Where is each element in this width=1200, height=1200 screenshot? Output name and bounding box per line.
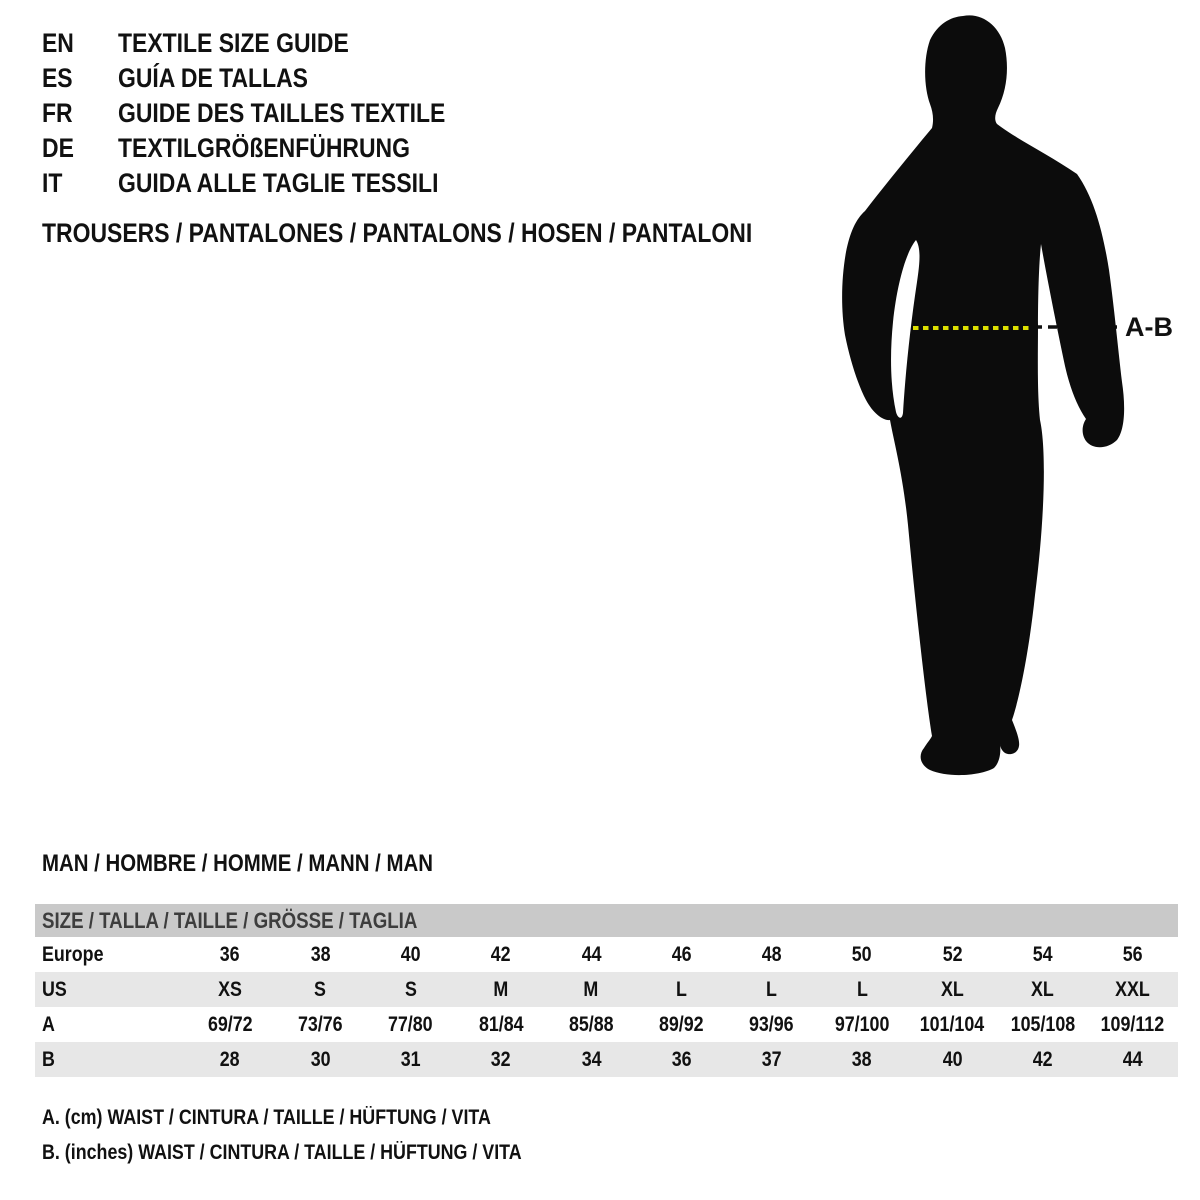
size-cell xyxy=(817,943,907,967)
size-cell-text: 105/108 xyxy=(1010,1012,1075,1036)
size-table-row-b xyxy=(35,1042,1178,1077)
size-cell xyxy=(456,1048,546,1072)
size-cell xyxy=(546,978,636,1002)
size-cell-text: 40 xyxy=(400,942,421,966)
size-cell xyxy=(727,1048,817,1072)
size-cell xyxy=(1088,1013,1178,1037)
size-cell-text: 69/72 xyxy=(207,1012,253,1036)
size-cell-text: 50 xyxy=(852,942,872,966)
size-cell xyxy=(275,943,365,967)
lang-code: DE xyxy=(42,133,74,163)
lang-code: ES xyxy=(42,63,73,93)
size-cell-text: 30 xyxy=(310,1047,331,1071)
size-cell xyxy=(185,1013,275,1037)
size-cell-text: 42 xyxy=(491,942,511,966)
size-cell xyxy=(1088,978,1178,1002)
size-cell-text: 37 xyxy=(761,1047,782,1071)
size-cell xyxy=(997,943,1087,967)
size-cell xyxy=(907,943,997,967)
size-cell-text: XS xyxy=(218,977,243,1001)
size-table-row-europe xyxy=(35,937,1178,972)
lang-code: EN xyxy=(42,28,74,58)
size-cell xyxy=(997,1048,1087,1072)
row-label xyxy=(35,1013,185,1037)
size-cell xyxy=(275,978,365,1002)
size-cell xyxy=(997,978,1087,1002)
size-cell-text: 54 xyxy=(1032,942,1053,966)
size-cell-text: 101/104 xyxy=(920,1012,985,1036)
size-cell-text: 81/84 xyxy=(478,1012,524,1036)
size-cell xyxy=(636,943,726,967)
size-cell-text: 77/80 xyxy=(388,1012,434,1036)
size-cell xyxy=(727,943,817,967)
category-heading-text: TROUSERS / PANTALONES / PANTALONS / HOSEN / PANTALONI xyxy=(42,218,753,248)
size-table-header-text: SIZE / TALLA / TAILLE / GRÖSSE / TAGLIA xyxy=(42,907,418,933)
size-cell xyxy=(185,1048,275,1072)
size-cell xyxy=(275,1013,365,1037)
size-cell-text: 97/100 xyxy=(834,1012,890,1036)
lang-row-de xyxy=(42,131,503,166)
row-label-text: B xyxy=(42,1047,55,1071)
size-cell-text: XL xyxy=(1031,977,1054,1001)
size-cell-text: 36 xyxy=(671,1047,692,1071)
size-cell xyxy=(185,943,275,967)
row-label xyxy=(35,1048,185,1072)
size-cell xyxy=(366,943,456,967)
measurement-label: A-B xyxy=(1125,312,1173,342)
size-cell xyxy=(727,1013,817,1037)
footnote-b xyxy=(42,1135,606,1170)
lang-title: GUÍA DE TALLAS xyxy=(118,63,308,93)
size-cell-text: 44 xyxy=(581,942,602,966)
size-cell xyxy=(456,978,546,1002)
row-label-text: A xyxy=(42,1012,55,1036)
size-cell-text: 56 xyxy=(1122,942,1143,966)
size-cell-text: 85/88 xyxy=(568,1012,614,1036)
lang-row-it xyxy=(42,166,503,201)
size-cell xyxy=(727,978,817,1002)
lang-row-fr xyxy=(42,96,503,131)
size-cell xyxy=(636,978,726,1002)
size-cell-text: 109/112 xyxy=(1101,1012,1165,1036)
size-cell-text: 44 xyxy=(1122,1047,1143,1071)
size-cell-text: XL xyxy=(940,977,964,1001)
footnotes xyxy=(42,1100,606,1170)
lang-title: GUIDA ALLE TAGLIE TESSILI xyxy=(118,168,439,198)
size-cell xyxy=(456,1013,546,1037)
size-cell xyxy=(636,1048,726,1072)
size-cell xyxy=(907,978,997,1002)
size-table-header-row xyxy=(35,904,1178,937)
row-label xyxy=(35,943,185,967)
size-cell xyxy=(366,978,456,1002)
lang-code: IT xyxy=(42,168,63,198)
size-cell-text: 89/92 xyxy=(659,1012,704,1036)
size-table-row-a xyxy=(35,1007,1178,1042)
size-cell-text: 42 xyxy=(1032,1047,1053,1071)
size-table-row-us xyxy=(35,972,1178,1007)
size-cell xyxy=(997,1013,1087,1037)
language-title-block xyxy=(42,26,503,201)
footnote-a xyxy=(42,1100,606,1135)
size-cell xyxy=(546,943,636,967)
lang-title: TEXTILE SIZE GUIDE xyxy=(118,28,349,58)
size-cell xyxy=(546,1013,636,1037)
size-cell-text: 32 xyxy=(491,1047,511,1071)
size-cell xyxy=(817,978,907,1002)
row-label-text: Europe xyxy=(42,942,104,966)
man-silhouette xyxy=(842,15,1124,775)
size-cell xyxy=(1088,1048,1178,1072)
size-cell-text: 93/96 xyxy=(749,1012,795,1036)
lang-title: GUIDE DES TAILLES TEXTILE xyxy=(118,98,446,128)
size-cell xyxy=(456,943,546,967)
size-table-body xyxy=(35,937,1178,1077)
gender-heading-text: MAN / HOMBRE / HOMME / MANN / MAN xyxy=(42,850,433,877)
size-cell xyxy=(907,1048,997,1072)
footnote-b-text: B. (inches) WAIST / CINTURA / TAILLE / HÜFTUNG / VITA xyxy=(42,1140,522,1164)
size-cell-text: 38 xyxy=(852,1047,872,1071)
size-cell-text: M xyxy=(583,977,599,1001)
size-cell xyxy=(636,1013,726,1037)
footnote-a-text: A. (cm) WAIST / CINTURA / TAILLE / HÜFTUNG / VITA xyxy=(42,1105,491,1129)
size-cell xyxy=(185,978,275,1002)
lang-row-es xyxy=(42,61,503,96)
size-cell-text: 52 xyxy=(942,942,963,966)
size-cell-text: 40 xyxy=(942,1047,963,1071)
man-silhouette-figure xyxy=(820,0,1200,800)
size-cell-text: 36 xyxy=(220,942,241,966)
size-cell-text: S xyxy=(314,977,327,1001)
category-heading xyxy=(42,218,878,249)
lang-title: TEXTILGRÖßENFÜHRUNG xyxy=(118,133,410,163)
size-cell xyxy=(817,1048,907,1072)
size-cell-text: L xyxy=(856,977,868,1001)
size-cell xyxy=(366,1013,456,1037)
size-cell-text: L xyxy=(676,977,687,1001)
size-cell-text: M xyxy=(493,977,509,1001)
lang-row-en xyxy=(42,26,503,61)
size-cell xyxy=(1088,943,1178,967)
size-cell xyxy=(546,1048,636,1072)
size-cell-text: 34 xyxy=(581,1047,602,1071)
size-cell-text: 46 xyxy=(671,942,692,966)
size-cell xyxy=(366,1048,456,1072)
size-cell-text: 28 xyxy=(220,1047,241,1071)
row-label-text: US xyxy=(42,977,67,1001)
lang-code: FR xyxy=(42,98,73,128)
size-cell xyxy=(907,1013,997,1037)
size-cell xyxy=(817,1013,907,1037)
size-cell-text: 73/76 xyxy=(298,1012,343,1036)
size-cell-text: XXL xyxy=(1115,977,1151,1001)
size-cell-text: 31 xyxy=(400,1047,421,1071)
size-table xyxy=(35,904,1178,1077)
row-label xyxy=(35,978,185,1002)
size-cell-text: 38 xyxy=(310,942,331,966)
size-cell xyxy=(275,1048,365,1072)
size-cell-text: L xyxy=(766,977,778,1001)
gender-heading xyxy=(42,850,502,878)
size-cell-text: S xyxy=(404,977,417,1001)
size-cell-text: 48 xyxy=(761,942,782,966)
